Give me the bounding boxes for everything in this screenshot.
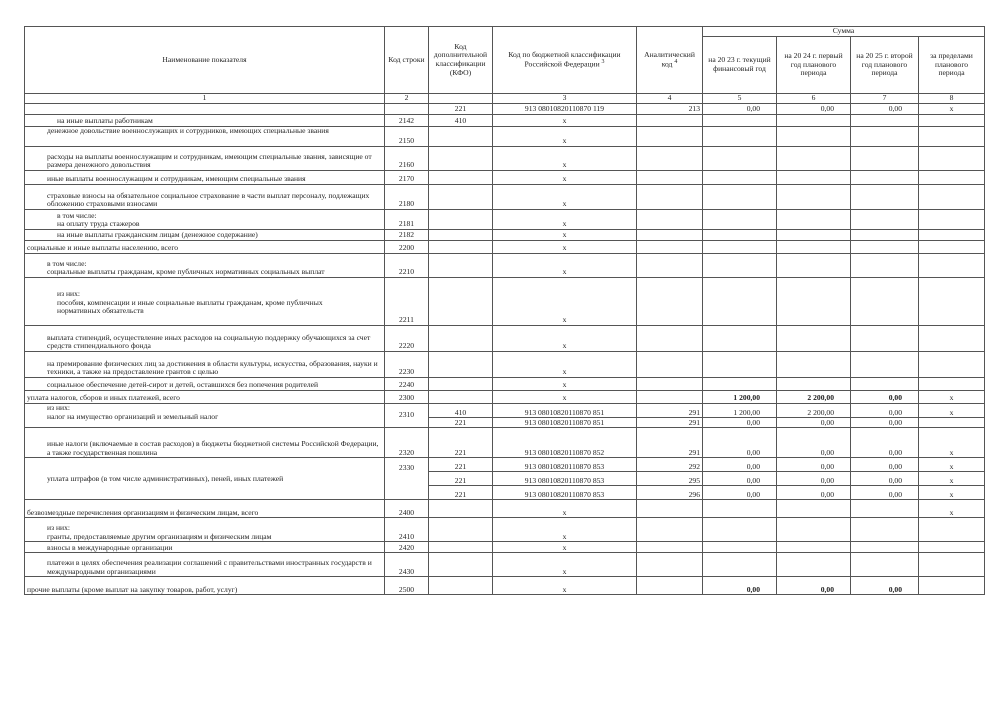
cell-2023: 0,00	[703, 486, 777, 500]
cell-name: социальное обеспечение детей-сирот и детей, оставшихся без попечения родителей	[25, 378, 385, 391]
cell-beyond	[919, 230, 985, 241]
row-prefix: из них:	[57, 288, 80, 298]
cell-kbk: x	[493, 542, 637, 553]
cell-analytic: 291	[637, 428, 703, 458]
cell-2025	[851, 378, 919, 391]
table-row	[25, 542, 985, 553]
cell-kfo	[429, 171, 493, 185]
cell-2023	[703, 518, 777, 542]
cell-beyond	[919, 577, 985, 595]
cell-analytic	[637, 553, 703, 577]
cell-kfo	[429, 326, 493, 352]
cell-2025	[851, 115, 919, 127]
cell-line: 2200	[385, 241, 429, 254]
cell-kbk: x	[493, 378, 637, 391]
cell-name: страховые взносы на обязательное социальное страхование в части выплат персоналу, подлежащих обложению страховыми взносами	[25, 185, 385, 210]
table-row	[25, 428, 985, 458]
cell-kbk: x	[493, 326, 637, 352]
cell-kbk: 913 08010820110870 853	[493, 472, 637, 486]
cell-analytic	[637, 518, 703, 542]
cell-2024: 0,00	[777, 486, 851, 500]
header-analytic-note: 4	[674, 59, 678, 66]
cell-line: 2330	[385, 458, 429, 500]
cell-2023: 0,00	[703, 104, 777, 115]
cell-name: прочие выплаты (кроме выплат на закупку товаров, работ, услуг)	[25, 577, 385, 595]
header-sum: Сумма	[703, 27, 985, 37]
row-prefix: из них:	[47, 403, 70, 412]
cell-2023	[703, 210, 777, 230]
cell-analytic: 291	[637, 404, 703, 418]
header-beyond: за пределами планового периода	[919, 37, 985, 94]
cell-kbk: x	[493, 254, 637, 278]
row-name: гранты, предоставляемые другим организациям и физическим лицам	[47, 531, 272, 541]
cell-kbk: 913 08010820110870 119	[493, 104, 637, 115]
cell-2025	[851, 185, 919, 210]
cell-kfo	[429, 278, 493, 326]
cell-2025	[851, 326, 919, 352]
cell-line: 2142	[385, 115, 429, 127]
cell-kbk: 913 08010820110870 852	[493, 428, 637, 458]
col-num-5: 5	[703, 94, 777, 104]
cell-2024: 2 200,00	[777, 391, 851, 404]
cell-kfo	[429, 378, 493, 391]
cell-2025	[851, 500, 919, 518]
cell-2025: 0,00	[851, 418, 919, 428]
cell-analytic	[637, 500, 703, 518]
cell-kfo	[429, 518, 493, 542]
cell-2023	[703, 171, 777, 185]
cell-line: 2211	[385, 278, 429, 326]
cell-line: 2410	[385, 518, 429, 542]
cell-beyond: x	[919, 404, 985, 418]
cell-beyond: x	[919, 458, 985, 472]
cell-line: 2182	[385, 230, 429, 241]
table-row	[25, 352, 985, 378]
cell-kbk: x	[493, 115, 637, 127]
cell-analytic: 292	[637, 458, 703, 472]
table-row	[25, 241, 985, 254]
cell-kbk: x	[493, 185, 637, 210]
table-row	[25, 553, 985, 577]
cell-2024	[777, 254, 851, 278]
cell-name: на иные выплаты работникам	[25, 115, 385, 127]
cell-2025	[851, 278, 919, 326]
cell-kbk: x	[493, 147, 637, 171]
table-row	[25, 115, 985, 127]
cell-beyond	[919, 210, 985, 230]
cell-name: платежи в целях обеспечения реализации соглашений с правительствами иностранных государств и международными организациями	[25, 553, 385, 577]
cell-kbk: 913 08010820110870 853	[493, 458, 637, 472]
cell-2024	[777, 147, 851, 171]
cell-2025: 0,00	[851, 458, 919, 472]
table-row	[25, 391, 985, 404]
cell-kfo	[429, 542, 493, 553]
cell-2024: 0,00	[777, 577, 851, 595]
header-analytic	[637, 27, 703, 94]
cell-beyond	[919, 418, 985, 428]
cell-beyond: x	[919, 391, 985, 404]
cell-kbk: 913 08010820110870 851	[493, 418, 637, 428]
cell-kfo	[429, 185, 493, 210]
cell-line: 2300	[385, 391, 429, 404]
cell-2025: 0,00	[851, 104, 919, 115]
cell-2024: 0,00	[777, 458, 851, 472]
col-num-2: 2	[385, 94, 429, 104]
cell-analytic	[637, 127, 703, 147]
cell-2024: 2 200,00	[777, 404, 851, 418]
row-name: пособия, компенсации и иные социальные выплаты гражданам, кроме публичных нормативных обязательств	[57, 297, 323, 316]
cell-2025: 0,00	[851, 577, 919, 595]
cell-kbk: x	[493, 127, 637, 147]
cell-2023	[703, 500, 777, 518]
cell-kfo	[429, 127, 493, 147]
col-num-3: 3	[493, 94, 637, 104]
table-row	[25, 127, 985, 147]
cell-name: на иные выплаты гражданским лицам (денежное содержание)	[25, 230, 385, 241]
cell-2023	[703, 185, 777, 210]
cell-2024	[777, 185, 851, 210]
cell-2025	[851, 518, 919, 542]
col-num-8: 8	[919, 94, 985, 104]
cell-2024	[777, 518, 851, 542]
cell-name	[25, 104, 385, 115]
cell-2023	[703, 326, 777, 352]
cell-beyond	[919, 278, 985, 326]
cell-name	[25, 278, 385, 326]
cell-line: 2220	[385, 326, 429, 352]
cell-kfo: 221	[429, 104, 493, 115]
cell-name: уплата налогов, сборов и иных платежей, всего	[25, 391, 385, 404]
cell-analytic	[637, 352, 703, 378]
cell-line: 2430	[385, 553, 429, 577]
row-name: налог на имущество организаций и земельный налог	[47, 411, 219, 421]
cell-kbk: 913 08010820110870 853	[493, 486, 637, 500]
cell-analytic: 295	[637, 472, 703, 486]
header-kbk-label: Код по бюджетной классификации Российской Федерации	[508, 49, 621, 69]
cell-kbk: x	[493, 553, 637, 577]
cell-kfo	[429, 500, 493, 518]
cell-2024	[777, 553, 851, 577]
cell-analytic	[637, 326, 703, 352]
cell-kfo	[429, 210, 493, 230]
cell-kfo	[429, 230, 493, 241]
cell-2024: 0,00	[777, 472, 851, 486]
table-row	[25, 210, 985, 230]
cell-2023: 0,00	[703, 577, 777, 595]
cell-2025	[851, 127, 919, 147]
cell-2025: 0,00	[851, 428, 919, 458]
cell-kfo: 221	[429, 418, 493, 428]
table-row	[25, 404, 985, 418]
cell-line: 2210	[385, 254, 429, 278]
cell-2023	[703, 115, 777, 127]
cell-analytic	[637, 378, 703, 391]
cell-line	[385, 104, 429, 115]
cell-2024	[777, 230, 851, 241]
cell-2023	[703, 241, 777, 254]
cell-2024	[777, 542, 851, 553]
cell-kfo	[429, 577, 493, 595]
table-row	[25, 378, 985, 391]
cell-2023	[703, 230, 777, 241]
cell-2025	[851, 210, 919, 230]
cell-2023: 0,00	[703, 472, 777, 486]
cell-analytic	[637, 241, 703, 254]
cell-name: безвозмездные перечисления организациям и физическим лицам, всего	[25, 500, 385, 518]
row-name: социальные выплаты гражданам, кроме публичных нормативных социальных выплат	[47, 267, 325, 277]
cell-beyond	[919, 171, 985, 185]
cell-line: 2320	[385, 428, 429, 458]
cell-name: выплата стипендий, осуществление иных расходов на социальную поддержку обучающихся за счет средств стипендиального фонда	[25, 326, 385, 352]
cell-2023	[703, 127, 777, 147]
cell-2023: 1 200,00	[703, 404, 777, 418]
cell-2024: 0,00	[777, 418, 851, 428]
cell-kbk: x	[493, 352, 637, 378]
cell-analytic: 213	[637, 104, 703, 115]
cell-beyond	[919, 553, 985, 577]
table-row	[25, 278, 985, 326]
table-row	[25, 458, 985, 472]
cell-beyond: x	[919, 500, 985, 518]
cell-2024	[777, 326, 851, 352]
cell-2025: 0,00	[851, 404, 919, 418]
row-prefix: из них:	[47, 523, 70, 532]
cell-kbk: x	[493, 171, 637, 185]
table-row	[25, 230, 985, 241]
header-2025: на 20 25 г. второй год планового периода	[851, 37, 919, 94]
cell-kbk: x	[493, 230, 637, 241]
col-num-kfo	[429, 94, 493, 104]
cell-kbk: x	[493, 210, 637, 230]
header-name: Наименование показателя	[25, 27, 385, 94]
cell-2023	[703, 352, 777, 378]
cell-name: иные налоги (включаемые в состав расходов) в бюджеты бюджетной системы Российской Федерации, а также государственная пошлина	[25, 428, 385, 458]
cell-2025	[851, 230, 919, 241]
cell-analytic	[637, 171, 703, 185]
cell-kbk: x	[493, 518, 637, 542]
row-name: на оплату труда стажеров	[57, 219, 140, 229]
cell-kfo: 221	[429, 486, 493, 500]
cell-beyond	[919, 378, 985, 391]
cell-2025	[851, 352, 919, 378]
cell-kbk: x	[493, 500, 637, 518]
cell-2025	[851, 147, 919, 171]
cell-line: 2310	[385, 404, 429, 428]
row-prefix: в том числе:	[57, 210, 97, 220]
cell-line: 2150	[385, 127, 429, 147]
cell-kfo: 221	[429, 472, 493, 486]
cell-2023: 0,00	[703, 428, 777, 458]
header-2023: на 20 23 г. текущий финансовый год	[703, 37, 777, 94]
cell-2024	[777, 278, 851, 326]
cell-name: иные выплаты военнослужащим и сотрудникам, имеющим специальные звания	[25, 171, 385, 185]
col-num-4: 4	[637, 94, 703, 104]
cell-line: 2180	[385, 185, 429, 210]
cell-beyond	[919, 127, 985, 147]
cell-analytic	[637, 230, 703, 241]
cell-beyond	[919, 542, 985, 553]
cell-name	[25, 210, 385, 230]
cell-2023: 0,00	[703, 418, 777, 428]
cell-analytic	[637, 278, 703, 326]
cell-2023	[703, 378, 777, 391]
cell-kfo	[429, 254, 493, 278]
cell-kbk: 913 08010820110870 851	[493, 404, 637, 418]
cell-kbk: x	[493, 278, 637, 326]
table-row	[25, 254, 985, 278]
cell-name: уплата штрафов (в том числе административных), пеней, иных платежей	[25, 458, 385, 500]
cell-name	[25, 518, 385, 542]
header-2024: на 20 24 г. первый год планового периода	[777, 37, 851, 94]
cell-beyond	[919, 185, 985, 210]
cell-analytic	[637, 210, 703, 230]
cell-kfo	[429, 391, 493, 404]
cell-analytic	[637, 115, 703, 127]
cell-name: на премирование физических лиц за достижения в области культуры, искусства, образования, науки и техники, а также на предоставление грантов с целью	[25, 352, 385, 378]
table-row	[25, 147, 985, 171]
header-kbk-note: 3	[601, 59, 605, 66]
cell-kfo	[429, 241, 493, 254]
cell-2023	[703, 278, 777, 326]
cell-kbk: x	[493, 391, 637, 404]
cell-name: взносы в международные организации	[25, 542, 385, 553]
cell-kfo	[429, 147, 493, 171]
cell-kfo	[429, 352, 493, 378]
cell-kfo: 221	[429, 428, 493, 458]
cell-2025	[851, 254, 919, 278]
cell-kfo: 221	[429, 458, 493, 472]
cell-2024	[777, 500, 851, 518]
cell-beyond: x	[919, 104, 985, 115]
cell-beyond	[919, 241, 985, 254]
cell-beyond	[919, 518, 985, 542]
cell-2024	[777, 378, 851, 391]
cell-2024	[777, 210, 851, 230]
col-num-6: 6	[777, 94, 851, 104]
cell-kbk: x	[493, 577, 637, 595]
col-num-1: 1	[25, 94, 385, 104]
cell-analytic	[637, 147, 703, 171]
cell-line: 2230	[385, 352, 429, 378]
cell-2025	[851, 553, 919, 577]
cell-line: 2500	[385, 577, 429, 595]
cell-beyond	[919, 115, 985, 127]
cell-kfo: 410	[429, 115, 493, 127]
table-row	[25, 185, 985, 210]
cell-line: 2400	[385, 500, 429, 518]
table-row	[25, 104, 985, 115]
cell-analytic: 291	[637, 418, 703, 428]
cell-2023	[703, 553, 777, 577]
cell-2023: 1 200,00	[703, 391, 777, 404]
header-kfo: Код дополнительной классификации (КФО)	[429, 27, 493, 94]
cell-2024	[777, 241, 851, 254]
cell-2023	[703, 147, 777, 171]
table-row	[25, 577, 985, 595]
cell-2024	[777, 171, 851, 185]
cell-kfo	[429, 553, 493, 577]
cell-line: 2420	[385, 542, 429, 553]
cell-2025	[851, 241, 919, 254]
cell-2023	[703, 254, 777, 278]
cell-kfo: 410	[429, 404, 493, 418]
table-row	[25, 500, 985, 518]
cell-2024	[777, 352, 851, 378]
cell-name: расходы на выплаты военнослужащим и сотрудникам, имеющим специальные звания, зависящие от размера денежного довольствия	[25, 147, 385, 171]
cell-line: 2240	[385, 378, 429, 391]
cell-name	[25, 254, 385, 278]
cell-analytic	[637, 254, 703, 278]
cell-beyond	[919, 147, 985, 171]
cell-analytic	[637, 542, 703, 553]
cell-beyond	[919, 326, 985, 352]
cell-line: 2181	[385, 210, 429, 230]
row-prefix: в том числе:	[47, 258, 87, 268]
cell-2025: 0,00	[851, 472, 919, 486]
cell-name	[25, 404, 385, 428]
cell-beyond: x	[919, 472, 985, 486]
table-row	[25, 518, 985, 542]
budget-table	[24, 26, 985, 595]
cell-beyond: x	[919, 486, 985, 500]
cell-analytic: 296	[637, 486, 703, 500]
cell-analytic	[637, 185, 703, 210]
col-num-7: 7	[851, 94, 919, 104]
cell-beyond	[919, 352, 985, 378]
cell-2024: 0,00	[777, 104, 851, 115]
header-line-code: Код строки	[385, 27, 429, 94]
cell-kbk: x	[493, 241, 637, 254]
cell-analytic	[637, 577, 703, 595]
cell-analytic	[637, 391, 703, 404]
cell-2025	[851, 542, 919, 553]
cell-2025: 0,00	[851, 391, 919, 404]
table-row	[25, 171, 985, 185]
cell-name: социальные и иные выплаты населению, всего	[25, 241, 385, 254]
cell-2025	[851, 171, 919, 185]
cell-2024	[777, 127, 851, 147]
cell-2023: 0,00	[703, 458, 777, 472]
cell-2024	[777, 115, 851, 127]
cell-line: 2170	[385, 171, 429, 185]
cell-2025: 0,00	[851, 486, 919, 500]
cell-line: 2160	[385, 147, 429, 171]
header-analytic-label: Аналитический код	[644, 49, 695, 69]
cell-2023	[703, 542, 777, 553]
cell-2024: 0,00	[777, 428, 851, 458]
cell-beyond	[919, 254, 985, 278]
table-row	[25, 326, 985, 352]
cell-name: денежное довольствие военнослужащих и сотрудников, имеющих специальные звания	[25, 127, 385, 147]
cell-beyond: x	[919, 428, 985, 458]
header-kbk	[493, 27, 637, 94]
